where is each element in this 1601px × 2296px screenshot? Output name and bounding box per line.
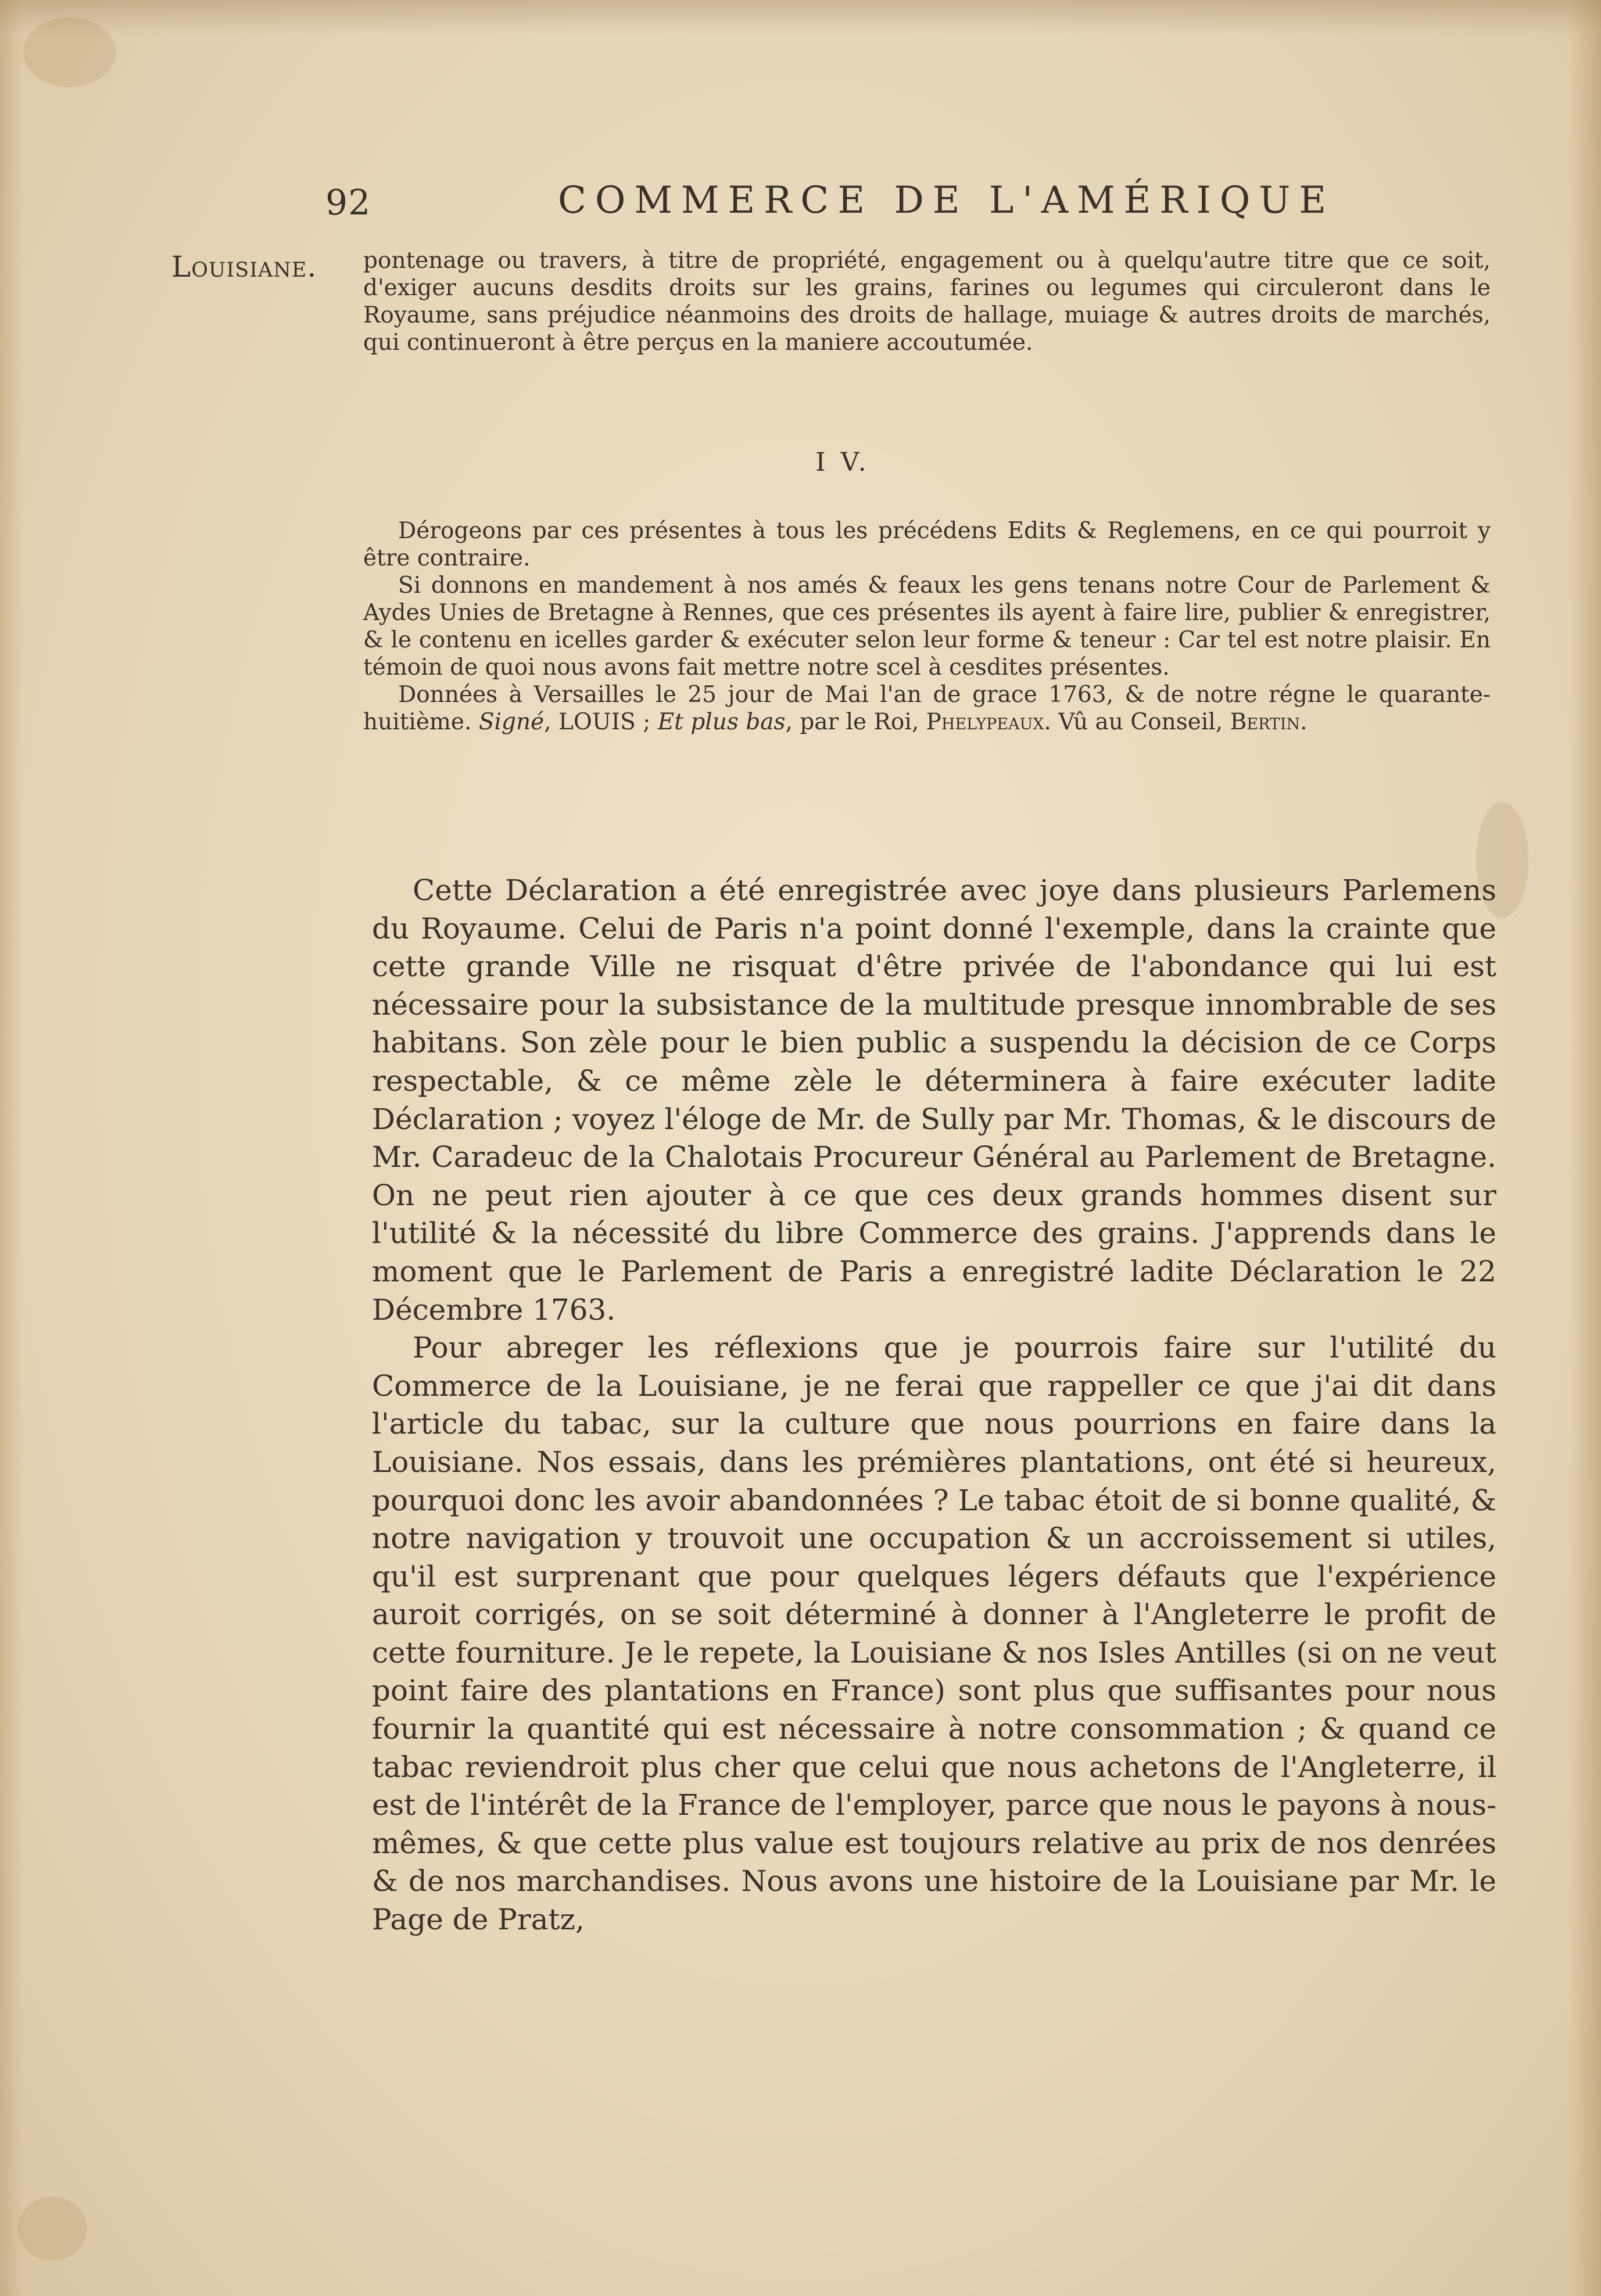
main-paragraph: Cette Déclaration a été enregistrée avec joye dans plusieurs Parlemens du Royaume. Celui de Paris n'a point donné l'exemple, dans la crainte que cette grande Ville ne risquat d'être privée de l'abondance qui lui est nécessaire pour la subsistance de la multitude presque innombrable de ses habitans. Son zèle pour le bien public a suspendu la décision de ce Corps respectable, & ce même zèle le déterminera à faire exécuter ladite Déclaration ; voyez l'éloge de Mr. de Sully par Mr. Thomas, & le discours de Mr. Caradeuc de la Chalotais Procureur Général au Parlement de Bretagne. On ne peut rien ajouter à ce que ces deux grands hommes disent sur l'utilité & la nécessité du libre Commerce des grains. J'apprends dans le moment que le Parlement de Paris a enregistré ladite Déclaration le 22 Décembre 1763. [372,873,1496,1327]
vu-au-conseil: Vû au Conseil [1058,709,1216,735]
section-number: I V. [815,447,870,477]
signe-label: Signé [478,709,545,735]
running-header [325,179,1371,225]
signature-paragraph: Données à Versailles le 25 jour de Mai l'an de grace 1763, & de notre régne le quarante-huitième. Signé, LOUIS ; Et plus bas, par le Roi, Phelypeaux. Vû au Conseil, Bertin. [363,682,1491,735]
signature-date: Données à Versailles le 25 jour de Mai l'an de grace 1763, & de notre régne le quarante-huitième. [363,682,1491,735]
page-number: 92 [325,182,371,223]
signature-bertin: Bertin. [1230,709,1308,735]
page-edge-top [0,0,1601,35]
main-paragraph: Pour abreger les réflexions que je pourrois faire sur l'utilité du Commerce de la Louisiane, je ne ferai que rappeller ce que j'ai dit dans l'article du tabac, sur la culture que nous pourrions en faire dans la Louisiane. Nos essais, dans les prémières plantations, ont été si heureux, pourquoi donc les avoir abandonnées ? Le tabac étoit de si bonne qualité, & notre navigation y trouvoit une occupation & un accroissement si utiles, qu'il est surprenant que pour quelques légers défauts que l'expérience auroit corrigés, on se soit déterminé à donner à l'Angleterre le profit de cette fourniture. Je le repete, la Louisiane & nos Isles Antilles (si on ne veut point faire des plantations en France) sont plus que suffisantes pour nous fournir la quantité qui est nécessaire à notre consommation ; & quand ce tabac reviendroit plus cher que celui que nous achetons de l'Angleterre, il est de l'intérêt de la France de l'employer, parce que nous le payons à nous-mêmes, & que cette plus value est toujours relative au prix de nos denrées & de nos marchandises. Nous avons une histoire de la Louisiane par Mr. le Page de Pratz, [372,1331,1496,1937]
par-le-roi: par le Roi [800,709,912,735]
page-edge-left [0,0,23,2296]
running-title: COMMERCE DE L'AMÉRIQUE [558,179,1335,222]
paper-stain [17,2197,87,2261]
page-edge-right [1569,0,1601,2296]
article-block [363,517,1491,736]
margin-note: Louisiane. [171,250,317,284]
article-paragraph: Dérogeons par ces présentes à tous les précédens Edits & Reglemens, en ce qui pourroit y être contraire. [363,518,1491,571]
opening-paragraph: pontenage ou travers, à titre de propriété, engagement ou à quelqu'autre titre que ce soit, d'exiger aucuns desdits droits sur les grains, farines ou legumes qui circuleront dans le Royaume, sans préjudice néanmoins des droits de hallage, muiage & autres droits de marchés, qui continueront à être perçus en la maniere accoutumée. [363,248,1491,356]
plus-bas-label: Et plus bas [657,709,786,735]
signature-king: LOUIS [558,709,636,735]
article-paragraph: Si donnons en mandement à nos amés & feaux les gens tenans notre Cour de Parlement & Aydes Unies de Bretagne à Rennes, que ces présentes ils ayent à faire lire, publier & enregistrer, & le contenu en icelles garder & exécuter selon leur forme & teneur : Car tel est notre plaisir. En témoin de quoi nous avons fait mettre notre scel à cesdites présentes. [363,572,1491,680]
opening-paragraph-block [363,247,1491,356]
signature-phelypeaux: Phelypeaux. [926,709,1051,735]
main-text-block [372,872,1496,1939]
paper-stain [23,17,116,87]
